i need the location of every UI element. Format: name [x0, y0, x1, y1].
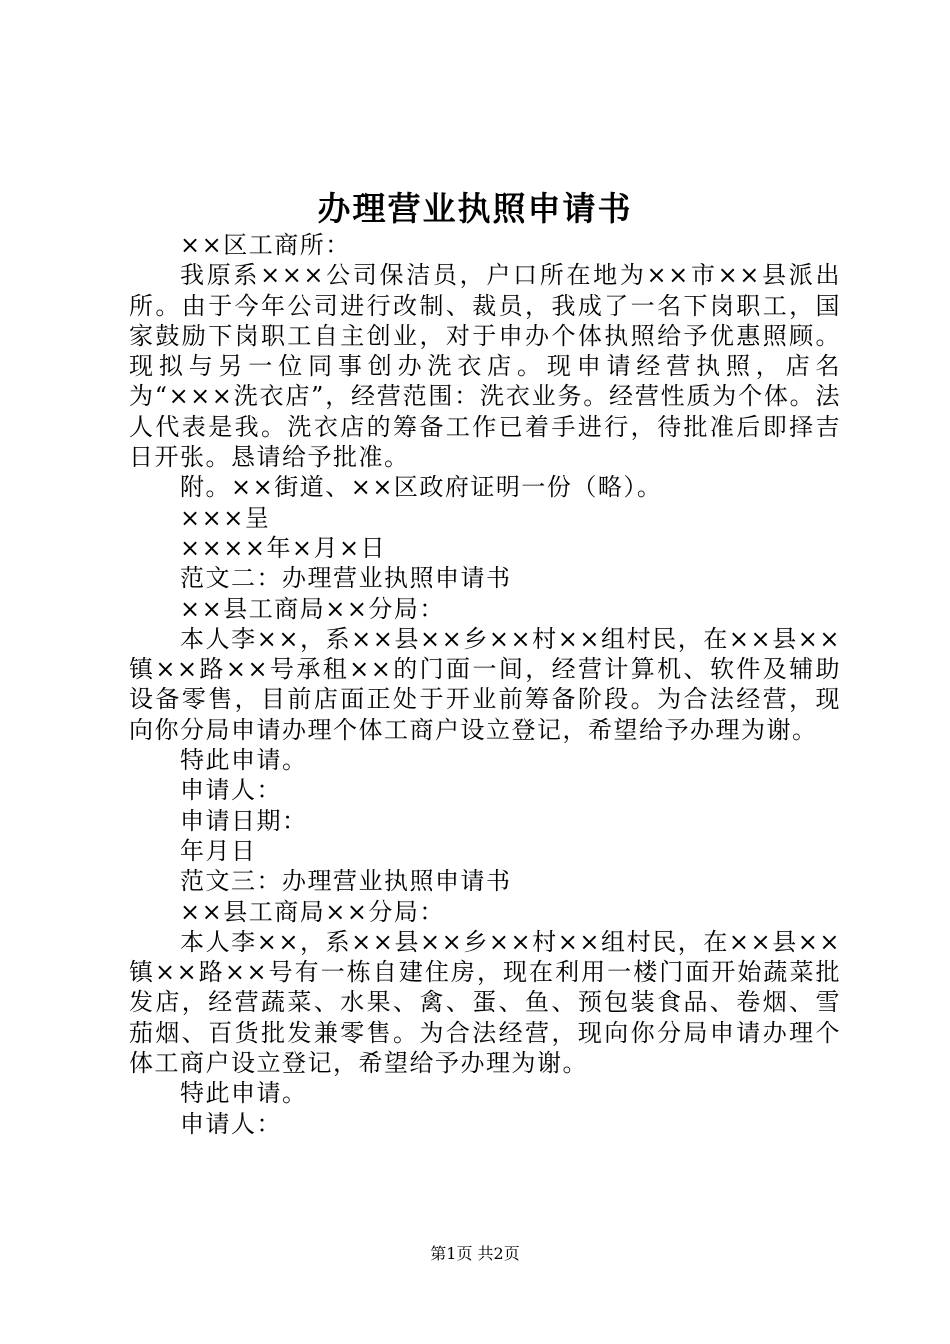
applicant-line: 申请人：	[180, 776, 282, 805]
date-line: 年月日	[180, 836, 257, 865]
document-title: 办理营业执照申请书	[317, 189, 633, 228]
addressee-line: ××县工商局××分局：	[180, 594, 445, 623]
body-paragraph: 我原系×××公司保洁员，户口所在地为××市××县派出所。由于今年公司进行改制、裁员，我成了一名下岗职工，国家鼓励下岗职工自主创业，对于申办个体执照给予优惠照顾。现拟与另一位同事创办洗衣店。现申请经营执照，店名为“×××洗衣店”，经营范围：洗衣业务。经营性质为个体。法人代表是我。洗衣店的筹备工作已着手进行，待批准后即择吉日开张。恳请给予批准。	[129, 261, 841, 472]
signature-line: ×××呈	[180, 503, 271, 532]
application-date-line: 申请日期：	[180, 806, 308, 835]
body-paragraph: 本人李××，系××县××乡××村××组村民，在××县××镇××路××号承租××的门面一间，经营计算机、软件及辅助设备零售，目前店面正处于开业前筹备阶段。为合法经营，现向你分局申请办理个体工商户设立登记，希望给予办理为谢。	[129, 624, 841, 744]
attachment-line: 附。××街道、××区政府证明一份（略）。	[180, 473, 663, 502]
addressee-line: ××区工商所：	[180, 231, 351, 259]
page-footer: 第1页 共2页	[430, 1244, 520, 1263]
addressee-line: ××县工商局××分局：	[180, 897, 445, 926]
date-line: ××××年×月×日	[180, 533, 387, 562]
section-heading: 范文二：办理营业执照申请书	[180, 564, 512, 593]
section-heading: 范文三：办理营业执照申请书	[180, 867, 512, 896]
body-paragraph: 本人李××，系××县××乡××村××组村民，在××县××镇××路××号有一栋自建住房，现在利用一楼门面开始蔬菜批发店，经营蔬菜、水果、禽、蛋、鱼、预包装食品、卷烟、雪茄烟、百货批发兼零售。为合法经营，现向你分局申请办理个体工商户设立登记，希望给予办理为谢。	[129, 927, 841, 1078]
applicant-line: 申请人：	[180, 1109, 282, 1138]
closing-line: 特此申请。	[180, 746, 308, 775]
document-body	[129, 230, 841, 1139]
closing-line: 特此申请。	[180, 1079, 308, 1108]
